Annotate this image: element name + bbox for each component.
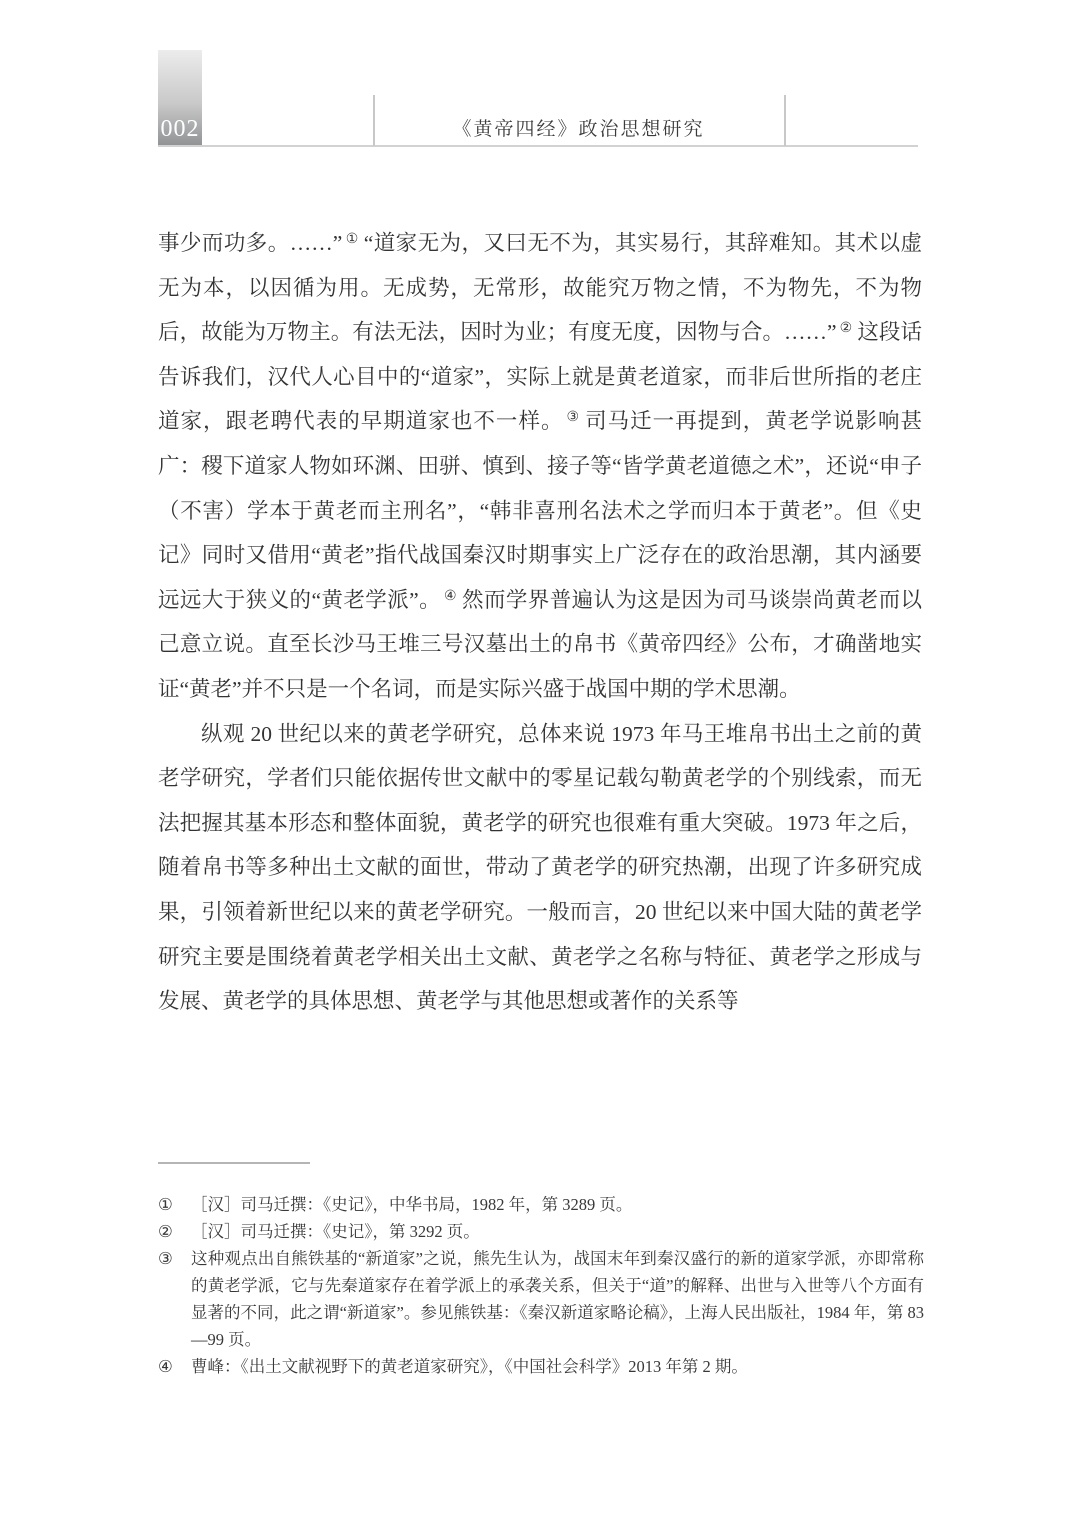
header-tick-right xyxy=(784,95,786,146)
footnote-reference: ① xyxy=(345,232,359,247)
footnote xyxy=(158,1218,924,1245)
body-text xyxy=(158,221,922,1024)
page-number-bar xyxy=(158,50,202,147)
footnote-divider xyxy=(158,1162,310,1164)
footnote-text: ［汉］司马迁撰：《史记》，中华书局，1982 年，第 3289 页。 xyxy=(191,1194,633,1214)
paragraph: 纵观 20 世纪以来的黄老学研究，总体来说 1973 年马王堆帛书出土之前的黄老学研究，学者们只能依据传世文献中的零星记载勾勒黄老学的个别线索，而无法把握其基本形态和整体面貌，黄老学的研究也很难有重大突破。1973 年之后，随着帛书等多种出土文献的面世，带动了黄老学的研究热潮，出现了许多研究成果，引领着新世纪以来的黄老学研究。一般而言，20 世纪以来中国大陆的黄老学研究主要是围绕着黄老学相关出土文献、黄老学之名称与特征、黄老学之形成与发展、黄老学的具体思想、黄老学与其他思想或著作的关系等 xyxy=(158,721,922,1014)
footnote xyxy=(158,1353,924,1380)
footnote-marker: ③ xyxy=(158,1248,173,1268)
footnote xyxy=(158,1191,924,1218)
footnote-marker: ② xyxy=(158,1221,173,1241)
header-rule xyxy=(158,145,918,147)
footnote-text: ［汉］司马迁撰：《史记》，第 3292 页。 xyxy=(191,1221,480,1241)
footnote-text: 曹峰：《出土文献视野下的黄老道家研究》，《中国社会科学》2013 年第 2 期。 xyxy=(191,1356,748,1376)
footnote-reference: ④ xyxy=(444,588,458,604)
footnote-reference: ③ xyxy=(566,410,581,426)
paragraph: 事少而功多。……” ① “道家无为，又曰无不为，其实易行，其辞难知。其术以虚无为本，以因循为用。无成势，无常形，故能究万物之情，不为物先，不为物后，故能为万物主。有法无法，因时为业；有度无度，因物与合。……” ② 这段话告诉我们，汉代人心目中的“道家”，实际上就是黄老道家，而非后世所指的老庄道家，跟老聘代表的早期道家也不一样。 ③ 司马迁一再提到，黄老学说影响甚广：稷下道家人物如环渊、田骈、慎到、接子等“皆学黄老道德之术”，还说“申子（不害）学本于黄老而主刑名”，“韩非喜刑名法术之学而归本于黄老”。但《史记》同时又借用“黄老”指代战国秦汉时期事实上广泛存在的政治思潮，其内涵要远远大于狭义的“黄老学派”。 ④ 然而学界普遍认为这是因为司马谈崇尚黄老而以己意立说。直至长沙马王堆三号汉墓出土的帛书《黄帝四经》公布，才确凿地实证“黄老”并不只是一个名词，而是实际兴盛于战国中期的学术思潮。 xyxy=(158,231,922,701)
footnote xyxy=(158,1245,924,1353)
footnote-marker: ① xyxy=(158,1194,173,1214)
running-head-title: 《黄帝四经》政治思想研究 xyxy=(452,119,705,140)
page-number: 002 xyxy=(160,116,200,142)
footnote-marker: ④ xyxy=(158,1356,173,1376)
footnote-list xyxy=(158,1191,924,1380)
footnotes-section xyxy=(158,1162,924,1380)
footnote-reference: ② xyxy=(839,321,853,337)
footnote-text: 这种观点出自熊铁基的“新道家”之说，熊先生认为，战国末年到秦汉盛行的新的道家学派，亦即常称的黄老学派，它与先秦道家存在着学派上的承袭关系，但关于“道”的解释、出世与入世等八个方面有显著的不同，此之谓“新道家”。参见熊铁基：《秦汉新道家略论稿》，上海人民出版社，1984 年，第 83—99 页。 xyxy=(191,1248,924,1349)
